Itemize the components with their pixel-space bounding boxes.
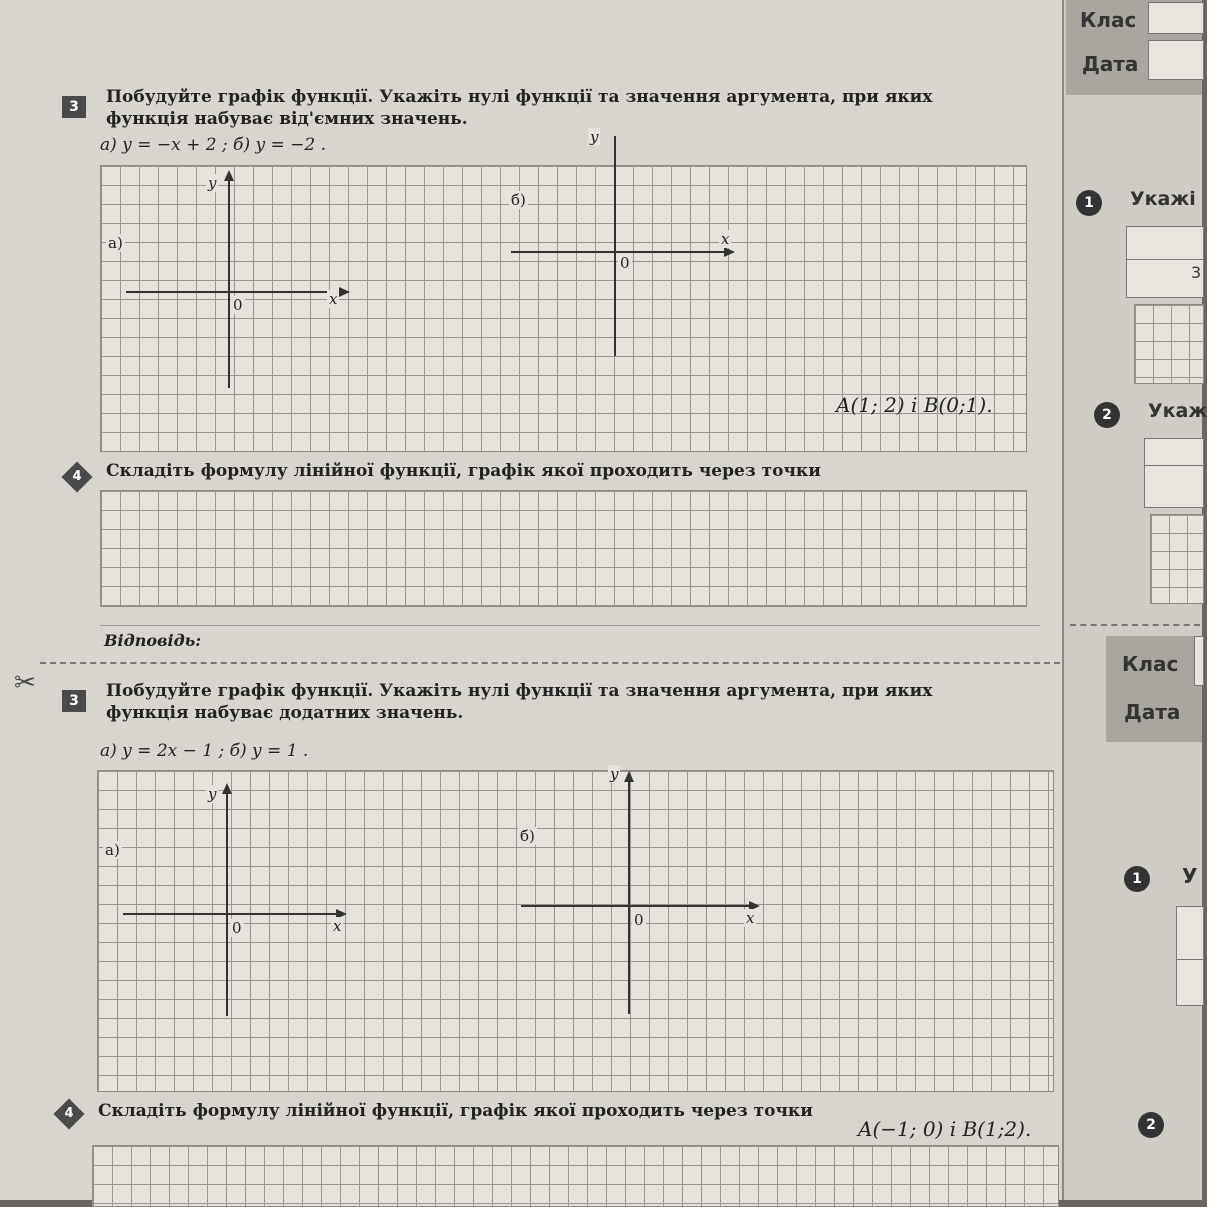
y-arrow-c <box>222 783 232 794</box>
y-axis-d <box>628 779 630 1014</box>
x-axis-b <box>511 251 726 253</box>
task-4b-text: Складіть формулу лінійної функції, графік якої проходить через точки <box>98 1101 813 1121</box>
y-arrow-d <box>624 771 634 782</box>
y-label-b: y <box>590 128 599 146</box>
task-3-text-line2: функція набуває від'ємних значень. <box>106 109 468 129</box>
y-arrow-a <box>224 170 234 181</box>
task-1b-badge: 1 <box>1124 866 1150 892</box>
x-axis-d <box>521 905 751 907</box>
class-field-2[interactable] <box>1194 636 1204 686</box>
class-label-1: Клас <box>1080 8 1137 32</box>
graph-c-label: а) <box>105 841 120 859</box>
cut-line <box>40 662 1060 664</box>
scissors-icon: ✂ <box>14 668 36 698</box>
task-3-text-line1: Побудуйте графік функції. Укажіть нулі функції та значення аргумента, при яких <box>106 87 933 107</box>
task-3-formulas: а) y = −x + 2 ; б) y = −2 . <box>100 135 326 155</box>
task-4b-points: A(−1; 0) і B(1;2). <box>858 1117 1032 1141</box>
x-label-d: x <box>746 909 755 927</box>
task-1b-text: У <box>1182 864 1198 888</box>
y-label-a: y <box>208 174 217 192</box>
task-3-badge: 3 <box>62 96 86 118</box>
x-axis-c <box>123 913 338 915</box>
answer-line <box>100 625 1040 626</box>
answer-label: Відповідь: <box>104 631 202 650</box>
side-grid-1 <box>1134 304 1204 384</box>
y-label-c: y <box>208 785 217 803</box>
task-2-text: Укаж <box>1148 400 1207 422</box>
side-grid-2 <box>1150 514 1204 604</box>
x-label-b: x <box>721 230 730 248</box>
x-label-c: x <box>333 917 342 935</box>
origin-d: 0 <box>634 911 644 929</box>
answer-grid-1[interactable] <box>100 490 1027 607</box>
date-field-1[interactable] <box>1148 40 1204 80</box>
answer-grid-2[interactable] <box>92 1145 1059 1207</box>
task-3b-badge: 3 <box>62 690 86 712</box>
task-3b-text-line1: Побудуйте графік функції. Укажіть нулі функції та значення аргумента, при яких <box>106 681 933 701</box>
task-2b-badge: 2 <box>1138 1112 1164 1138</box>
task-4b-badge: 4 <box>53 1098 84 1129</box>
y-axis-b <box>614 136 616 356</box>
task-4-text: Складіть формулу лінійної функції, графік якої проходить через точки <box>106 461 821 481</box>
origin-b: 0 <box>620 254 630 272</box>
date-label-2: Дата <box>1124 700 1181 724</box>
x-label-a: x <box>329 290 338 308</box>
class-field-1[interactable] <box>1148 2 1204 34</box>
class-label-2: Клас <box>1122 652 1179 676</box>
x-axis-a <box>126 291 341 293</box>
task-2-table <box>1144 438 1204 508</box>
y-label-d: y <box>610 765 619 783</box>
task-3b-text-line2: функція набуває додатних значень. <box>106 703 464 723</box>
graph-b-label: б) <box>511 191 526 209</box>
graph-d-label: б) <box>520 827 535 845</box>
next-page-edge <box>1062 0 1207 1200</box>
x-arrow-a <box>339 287 350 297</box>
graph-a-label: а) <box>108 234 123 252</box>
y-axis-c <box>226 791 228 1016</box>
task-1b-table <box>1176 906 1204 1006</box>
task-1-badge: 1 <box>1076 190 1102 216</box>
origin-a: 0 <box>233 296 243 314</box>
graph-grid-2[interactable] <box>97 765 1054 1092</box>
task-4-badge: 4 <box>61 461 92 492</box>
task-1-text: Укажі <box>1130 188 1196 210</box>
task-3b-formulas: а) y = 2x − 1 ; б) y = 1 . <box>100 741 309 761</box>
y-axis-a <box>228 178 230 388</box>
task-1-table: 3 <box>1126 226 1204 298</box>
task-4-points: A(1; 2) і B(0;1). <box>836 393 993 417</box>
side-cut-line <box>1070 624 1200 626</box>
origin-c: 0 <box>232 919 242 937</box>
task-2-badge: 2 <box>1094 402 1120 428</box>
x-arrow-b <box>724 247 735 257</box>
date-label-1: Дата <box>1082 52 1139 76</box>
